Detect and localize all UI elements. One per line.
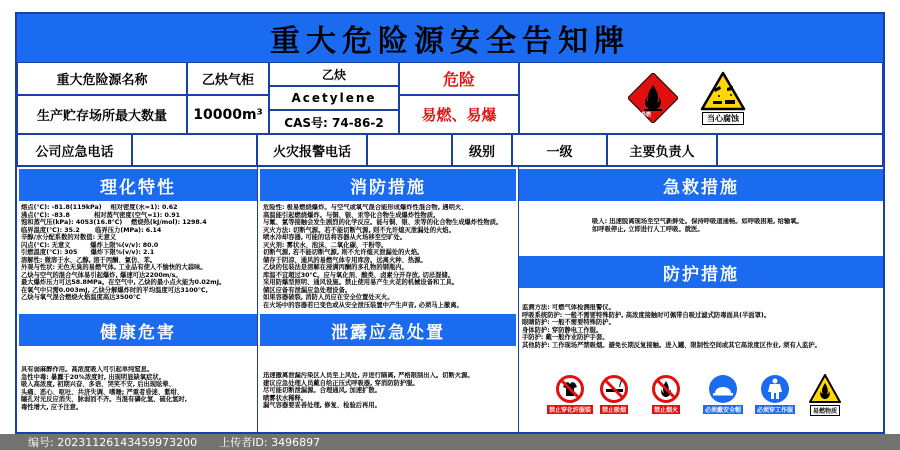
sign-flammable-warning xyxy=(809,374,841,416)
level-value: 一级 xyxy=(512,134,607,166)
watermark-bar xyxy=(0,434,900,450)
hazard-type: 易燃、易爆 xyxy=(399,95,519,134)
no-fire-icon xyxy=(651,374,681,404)
sign-label: 禁止穿化纤服装 xyxy=(549,407,592,414)
sign-no-smoking xyxy=(599,374,629,414)
health-heading: 健康危害 xyxy=(19,314,257,346)
level-label: 级别 xyxy=(452,134,512,166)
sign-work-clothes xyxy=(755,374,795,414)
health-text: 具有弱麻醉作用。高浓度吸入可引起单纯窒息。 急性中毒: 暴露于20%浓度时, 出现明显缺氧症状。 吸入高浓度, 初期兴奋、多语、哭笑不安, 后出现眩晕、 头痛、恶心、呕吐、共济失调、嗜睡; 严重者昏迷、紫绀、 瞳孔对光反应消失、脉弱而不齐。当混有磷化氢、硫化氢时, 毒性增大, 应予注意。 xyxy=(21,366,188,411)
flammable-icon-label: 易燃 xyxy=(641,112,652,118)
sign-label: 禁止烟火 xyxy=(653,407,678,414)
sign-no-synthetic-clothing xyxy=(547,374,593,414)
chemical-name: 乙炔 xyxy=(269,62,399,86)
sign-no-fire xyxy=(651,374,681,414)
title-bar xyxy=(17,14,883,62)
fire-phone-label: 火灾报警电话 xyxy=(257,134,367,166)
safety-signs-row xyxy=(547,374,877,430)
firstaid-text: 吸入: 迅速脱离现场至空气新鲜处。保持呼吸道通畅。如呼吸困难, 给输氧。 如呼吸停止, 立即进行人工呼吸。就医。 xyxy=(592,218,803,233)
protection-heading: 防护措施 xyxy=(519,256,883,288)
sign-label: 易燃物质 xyxy=(810,405,840,416)
fire-heading: 消防措施 xyxy=(260,169,516,201)
emergency-phone-label: 公司应急电话 xyxy=(17,134,132,166)
hazard-pictogram-area xyxy=(519,62,883,134)
source-name-value: 乙炔气柜 xyxy=(187,62,269,95)
max-quantity-value: 10000m³ xyxy=(187,95,269,134)
corrosive-sign xyxy=(700,71,746,125)
emergency-phone-value xyxy=(132,134,257,166)
corrosive-icon xyxy=(700,71,746,111)
no-synthetic-clothing-icon xyxy=(555,374,585,404)
page-title: 重大危险源安全告知牌 xyxy=(270,24,630,59)
column-divider xyxy=(257,166,258,434)
manager-label: 主要负责人 xyxy=(607,134,717,166)
row-divider xyxy=(17,166,883,167)
sign-label: 必须穿工作服 xyxy=(757,407,794,414)
leak-heading: 泄露应急处置 xyxy=(260,314,516,346)
watermark-id: 编号: 20231126143459973200 xyxy=(28,436,198,449)
protection-text: 监测方法: 可燃气体检测报警仪。 呼吸系统防护: 一般不需要特殊防护, 高浓度接触时可佩带自吸过滤式防毒面具(半面罩)。 眼睛防护: 一般不需要特殊防护。 身体防护: 穿防静电工作服。 手防护: 戴一般作业防护手套。 其他防护: 工作现场严禁吸烟。避免长期反复接触。进入罐、限制性空间或其它高浓度区作业, 须有人监护。 xyxy=(522,304,821,349)
column-divider xyxy=(518,166,519,434)
sign-label: 必须戴安全帽 xyxy=(705,407,742,414)
flammable-icon xyxy=(628,73,678,123)
corrosive-label: 当心腐蚀 xyxy=(702,112,744,125)
no-smoking-icon xyxy=(599,374,629,404)
max-quantity-label: 生产贮存场所最大数量 xyxy=(17,95,187,134)
cas-number: CAS号: 74-86-2 xyxy=(269,110,399,134)
hard-hat-icon xyxy=(708,374,738,404)
firstaid-heading: 急救措施 xyxy=(519,169,883,201)
safety-notice-board xyxy=(15,12,885,434)
watermark-uploader: 上传者ID: 3496897 xyxy=(219,436,321,449)
fire-phone-value xyxy=(367,134,452,166)
sign-label: 禁止吸烟 xyxy=(601,407,626,414)
physchem-text: 熔点(℃): -81.8(119kPa) 相对密度(水=1): 0.62 沸点(℃): -83.8 相对蒸气密度(空气=1): 0.91 饱和蒸气压(kPa): 4053(16.8℃) 燃烧热(kJ/mol): 1298.4 临界温度(℃): 35.2 临界压力(MPa): 6.14 辛醇/水分配系数的对数值: 无意义 闪点(℃): 无意义 爆炸上限%(v/v): 80.0 引燃温度(℃): 305 爆炸下限%(v/v): 2.1 溶解性: 微溶于水、乙醇, 溶于丙酮、氯仿、苯。 外观与性状: 无色无臭的易燃气体, 工业品有使人不愉快的大蒜味。 乙炔与空气的混合气体易引起爆炸, 爆速可达2200m/s。 最大爆炸压力可达58.8MPa。在空气中, 乙炔的最小点火能为0.02mJ。 在氧气中只需0.003mJ, 乙炔分解爆炸时的平均温度可达3100℃, 乙炔与氧气混合燃烧火焰温度高达3500℃ xyxy=(21,204,226,301)
leak-text: 迅速撤离泄漏污染区人员至上风处, 并进行隔离, 严格限制出入。切断火源。 建议应急处理人员戴自给正压式呼吸器, 穿消防防护服。 尽可能切断泄漏源。合理通风, 加速扩散。 喷雾状水稀释。 漏气容器要妥善处理, 修复、检验后再用。 xyxy=(263,372,474,409)
source-name-label: 重大危险源名称 xyxy=(17,62,187,95)
fire-text: 危险性: 极易燃烧爆炸。与空气或氧气混合能形成爆炸性混合物, 遇明火、 高温能引起燃烧爆炸。与铜、银、汞等化合物生成爆炸性物质。 与氟、氯等接触会发生剧烈的化学反应。能与铜、银、汞等的化合物生成爆炸性物质。 灭火方法: 切断气源。若不能切断气源, 则不允许熄灭泄漏处的火焰。 喷水冷却容器, 可能的话将容器从火场移至空旷处。 灭火剂: 雾状水、泡沫、二氧化碳、干粉等。 切断气源, 若不能切断气源, 则不允许熄灭泄漏处的火焰。 储存于阴凉、通风的易燃气体专用库房。远离火种、热源。 乙炔的包装法是溶解在浸满丙酮的多孔物的钢瓶内。 库温不宜超过30℃。应与氧化剂、酸类、卤素分开存放, 切忌混储。 采用防爆型照明、通风设施。禁止使用易产生火花的机械设备和工具。 储区应备有泄漏应急处理设备。 如果容器破裂, 消防人员应在安全位置处灭火。 在火场中的容器若已变色或从安全泄压装置中产生声音, 必须马上撤离。 xyxy=(263,204,503,309)
flammable-warning-icon xyxy=(809,374,841,404)
chemical-name-en: Acetylene xyxy=(269,86,399,110)
sign-hard-hat xyxy=(703,374,743,414)
physchem-heading: 理化特性 xyxy=(19,169,257,201)
work-clothes-icon xyxy=(760,374,790,404)
hazard-signal-word: 危险 xyxy=(399,62,519,95)
manager-value xyxy=(717,134,883,166)
